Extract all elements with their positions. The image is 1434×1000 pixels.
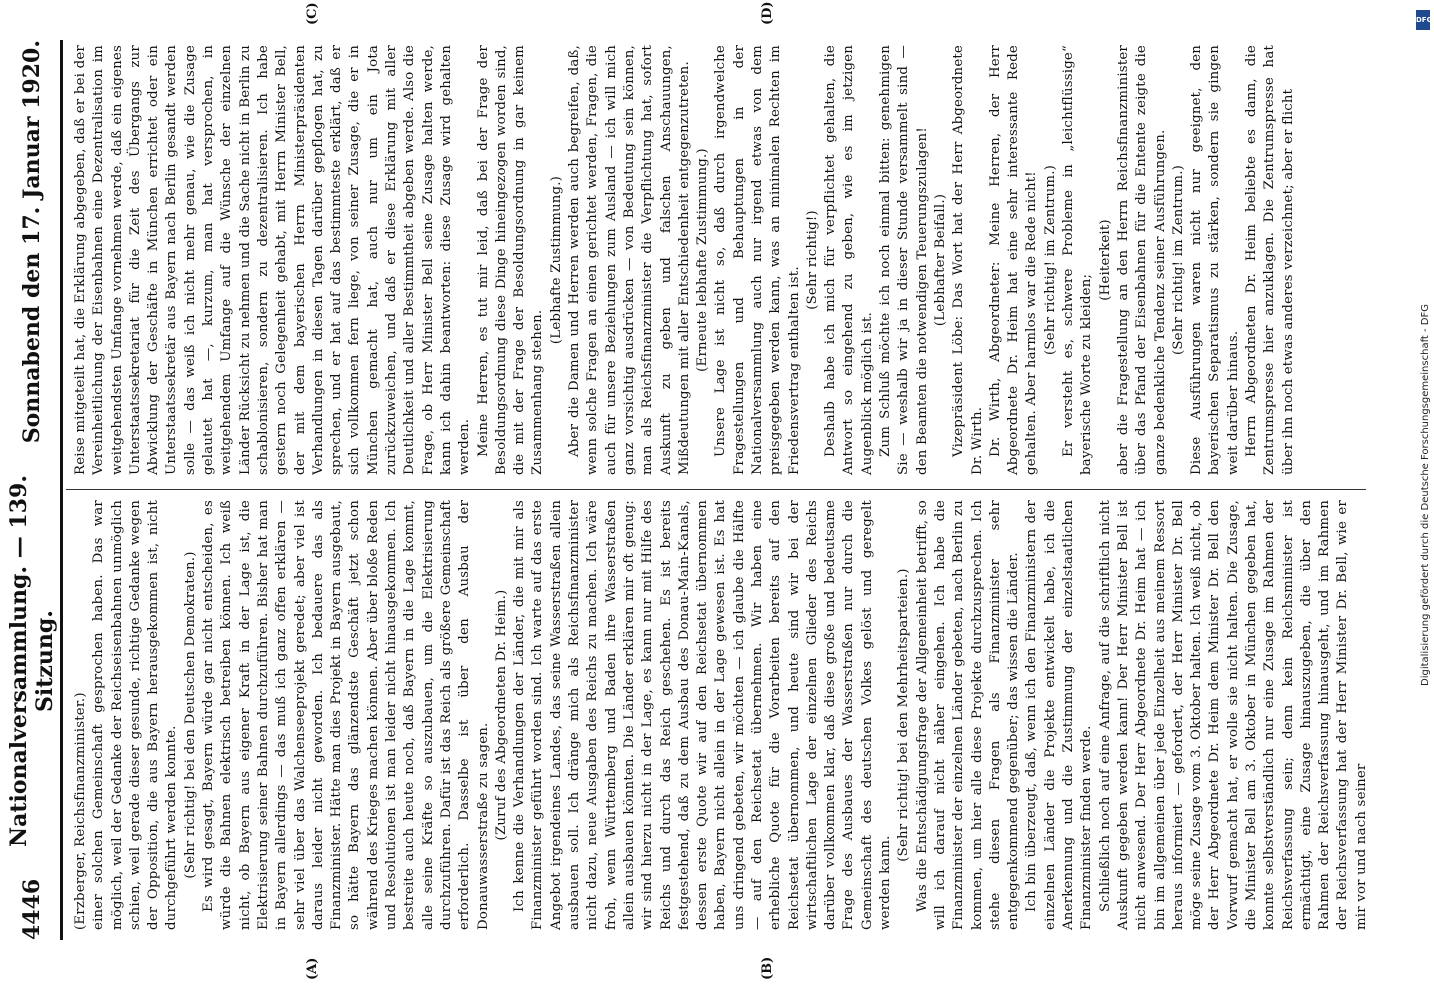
dfg-logo: DFG: [1416, 10, 1430, 30]
paragraph: Meine Herren, es tut mir leid, daß bei der Frage der Besoldungsordnung diese Dinge hineingezogen worden sind, die mit der Frage der Besoldungsordnung in gar keinem Zusammenhang stehen.: [475, 45, 546, 475]
interjection: (Sehr richtig! im Zentrum.): [1042, 164, 1058, 356]
paragraph: Herrn Abgeordneten Dr. Heim beliebte es dann, die Zentrumspresse hier anzuklagen. Die Zentrumspresse hat über ihn noch etwas anderes verzeichnet; aber er flicht: [1244, 45, 1296, 475]
header-rule: [60, 40, 63, 940]
margin-marker-a: (A): [305, 957, 320, 980]
interjection: (Lebhafter Beifall.): [932, 193, 948, 327]
paragraph: Er versteht es, schwere Probleme in „leichtflüssige“ bayerische Worte zu kleiden;: [1061, 45, 1095, 475]
digitization-sidebar: [1412, 0, 1434, 1000]
interjection: (Lebhafte Zustimmung.): [548, 175, 564, 345]
paragraph: Unsere Lage ist nicht so, daß durch irgendwelche Fragestellungen und Behauptungen in der Nationalversammlung auch nur irgend etwas von dem preisgegeben werden kann, was an minimalen Rechten im Friedensvertrag enthalten ist.: [713, 45, 802, 475]
interjection: (Sehr richtig! bei den Deutschen Demokraten.): [182, 551, 198, 879]
paragraph: Dr. Wirth, Abgeordneter: Meine Herren, der Herr Abgeordnete Dr. Heim hat eine sehr interessante Rede gehalten. Aber harmlos war die Rede nicht!: [987, 45, 1040, 475]
digitization-credit: Digitalisierung gefördert durch die Deutsche Forschungsgemeinschaft - DFG: [1420, 303, 1431, 686]
speaker-line: (Erzberger, Reichsfinanzminister.): [73, 692, 88, 930]
right-column: [72, 45, 1362, 475]
interjection: (Sehr richtig! bei den Mehrheitsparteien.): [896, 568, 912, 862]
page-number: 4446: [19, 878, 45, 940]
paragraph: Reise mitgeteilt hat, die Erklärung abgegeben, daß er bei der Vereinheitlichung der Eisenbahnen eine Dezentralisation im weitgehendsten Umfange vornehmen werde, daß ein eigenes Unterstaatssekretariat für die Zeit des Übergangs zur Abwicklung der Geschäfte in München errichtet oder ein Unterstaatssekretär aus Bayern nach Berlin gesandt werden solle — das weiß ich nicht mehr genau, wie die Zusage gelautet hat —, kurzum, man hat versprochen, in weitgehendem Umfange auf die Wünsche der einzelnen Länder Rücksicht zu nehmen und die Sache nicht in Berlin zu schablonisieren, sondern zu dezentralisieren. Ich habe gestern noch Gelegenheit gehabt, mit Herrn Minister Bell, der mit dem bayerischen Herrn Ministerpräsidenten Verhandlungen in diesen Tagen darüber gepflogen hat, zu sprechen, und er hat auf das bestimmteste erklärt, daß er sich vollkommen fern liege, von seiner Zusage, die er in München gemacht hat, auch nur um ein Jota zurückzuweichen, und daß er diese Erklärung mit aller Deutlichkeit und aller Bestimmtheit abgeben werde. Also die Frage, ob Herr Minister Bell seine Zusage halten werde, kann ich dahin beantworten: diese Zusage wird gehalten werden.: [73, 45, 473, 475]
paragraph: Was die Entschädigungsfrage der Allgemeinheit betrifft, so will ich darauf nicht näher eingehen. Ich habe die Finanzminister der einzelnen Länder gebeten, nach Berlin zu kommen, um hier alle diese Projekte durchzusprechen. Ich stehe diesen Fragen als Finanzminister sehr entgegenkommend gegenüber; das wissen die Länder.: [914, 500, 1022, 930]
paragraph: Es wird gesagt, Bayern würde gar nicht entscheiden, es würde die Bahnen elektrisch betreiben können. Ich weiß nicht, ob Bayern aus eigener Kraft in der Lage ist, die Elektrisierung seiner Bahnen durchzuführen. Bisher hat man in Bayern allerdings — das muß ich ganz offen erklären — sehr viel über das Walchenseeprojekt geredet; aber viel ist daraus leider nicht geworden. Ich bedauere das als Finanzminister. Hätte man dies Projekt in Bayern ausgebaut, so hätte Bayern das glänzendste Geschäft jetzt schon während des Krieges machen können. Aber über bloße Reden und Resolutionen ist man leider nicht hinausgekommen. Ich bestreite auch heute noch, daß Bayern in die Lage kommt, alle seine Kräfte so auszubauen, um die Elektrisierung durchzuführen. Dafür ist das Reich als größere Gemeinschaft erforderlich. Dasselbe ist über den Ausbau der Donauwasserstraße zu sagen.: [201, 500, 491, 930]
paragraph: Diese Ausführungen waren nicht nur geeignet, den bayerischen Separatismus zu stärken, sondern sie gingen weit darüber hinaus.: [1189, 45, 1241, 475]
column-divider: [66, 489, 1366, 490]
interjection: (Sehr richtig!): [804, 210, 820, 310]
interjection: (Sehr richtig! im Zentrum.): [1170, 164, 1186, 356]
paragraph: Ich bin überzeugt, daß, wenn ich den Finanzministern der einzelnen Länder die Projekte entwickelt habe, ich die Anerkennung und die Zustimmung der einzelstaatlichen Finanzminister finden werde.: [1024, 500, 1095, 930]
interjection: (Zuruf des Abgeordneten Dr. Heim.): [493, 589, 509, 841]
margin-marker-c: (C): [305, 2, 320, 25]
margin-marker-d: (D): [760, 1, 775, 25]
paragraph: Schließlich noch auf eine Anfrage, auf die schriftlich nicht Auskunft gegeben werden kann! Der Herr Minister Bell ist nicht anwesend. Der Herr Abgeordnete Dr. Heim hat — ich bin im allgemeinen über jede Einzelheit aus meinem Ressort heraus informiert — gefordert, der Herr Minister Dr. Bell möge seine Zusage vom 3. Oktober halten. Ich weiß nicht, ob der Herr Abgeordnete Dr. Heim dem Minister Dr. Bell den Vorwurf gemacht hat, er wolle sie nicht halten. Die Zusage, die Minister Bell am 3. Oktober in München gegeben hat, konnte selbstverständlich nur eine Zusage im Rahmen der Reichsverfassung sein; denn kein Reichsminister ist ermächtigt, eine Zusage hinauszugeben, die über den Rahmen der Reichsverfassung hinausgeht, und im Rahmen der Reichsverfassung hat der Herr Minister Dr. Bell, wie er mir vor und nach seiner: [1097, 500, 1369, 930]
left-column: [72, 500, 1369, 930]
interjection: (Erneute lebhafte Zustimmung.): [695, 148, 711, 372]
page-header: [6, 40, 58, 940]
session-date: Sonnabend den 17. Januar 1920.: [19, 40, 45, 444]
session-title: Nationalversammlung. — 139. Sitzung.: [6, 475, 58, 848]
paragraph: Zum Schluß möchte ich noch einmal bitten: genehmigen Sie — weshalb wir ja in dieser Stunde versammelt sind — den Beamten die notwendigen Teuerungszulagen!: [878, 45, 930, 475]
paragraph: aber die Fragestellung an den Herrn Reichsfinanzminister über das Pfand der Eisenbahnen für die Entente zeigte die ganze bedenkliche Tendenz seiner Ausführungen.: [1115, 45, 1168, 475]
paragraph: Vizepräsident Löbe: Das Wort hat der Herr Abgeordnete Dr. Wirth.: [951, 45, 985, 475]
paragraph: Aber die Damen und Herren werden auch begreifen, daß, wenn solche Fragen an einen gerichtet werden, Fragen, die auch für unsere Beziehungen zum Ausland — ich will mich ganz vorsichtig ausdrücken — von Bedeutung sein können, man als Reichsfinanzminister die Verpflichtung hat, sofort Auskunft zu geben und falschen Anschauungen, Mißdeutungen mit aller Entschiedenheit entgegenzutreten.: [567, 45, 692, 475]
paragraph: Deshalb habe ich mich für verpflichtet gehalten, die Antwort so eingehend zu geben, wie es im jetzigen Augenblick möglich ist.: [823, 45, 875, 475]
paragraph: einer solchen Gemeinschaft gesprochen haben. Das war möglich, weil der Gedanke der Reichseisenbahnen unmöglich schien, weil gerade dieser gesunde, richtige Gedanke wegen der Opposition, die aus Bayern herausgekommen ist, nicht durchgeführt werden konnte.: [91, 500, 180, 930]
paragraph: Ich kenne die Verhandlungen der Länder, die mit mir als Finanzminister geführt worden sind. Ich warte auf das erste Angebot irgendeines Landes, das seine Wasserstraßen allein ausbauen soll. Ich dränge mich als Reichsfinanzminister nicht dazu, neue Ausgaben des Reichs zu machen. Ich wäre froh, wenn Württemberg und Baden ihre Wasserstraßen allein ausbauen könnten. Die Länder erklären mir oft genug: wir sind hierzu nicht in der Lage, es kann nur mit Hilfe des Reichs und durch das Reich geschehen. Es ist bereits festgestehend, daß zu dem Ausbau des Donau-Main-Kanals, dessen erste Quote wir auf den Reichsetat übernommen haben, Bayern nicht allein in der Lage gewesen ist. Es hat uns dringend gebeten, wir möchten — ich glaube die Hälfte — auf den Reichsetat übernehmen. Wir haben eine erhebliche Quote für die Vorarbeiten bereits auf den Reichsetat übernommen, und heute sind wir bei der wirtschaftlichen Lage der einzelnen Glieder des Reichs darüber vollkommen klar, daß diese große und bedeutsame Frage des Ausbaues der Wasserstraßen nur durch die Gemeinschaft des deutschen Volkes gelöst und geregelt werden kann.: [512, 500, 894, 930]
interjection: (Heiterkeit): [1097, 219, 1113, 301]
margin-marker-b: (B): [760, 956, 775, 980]
